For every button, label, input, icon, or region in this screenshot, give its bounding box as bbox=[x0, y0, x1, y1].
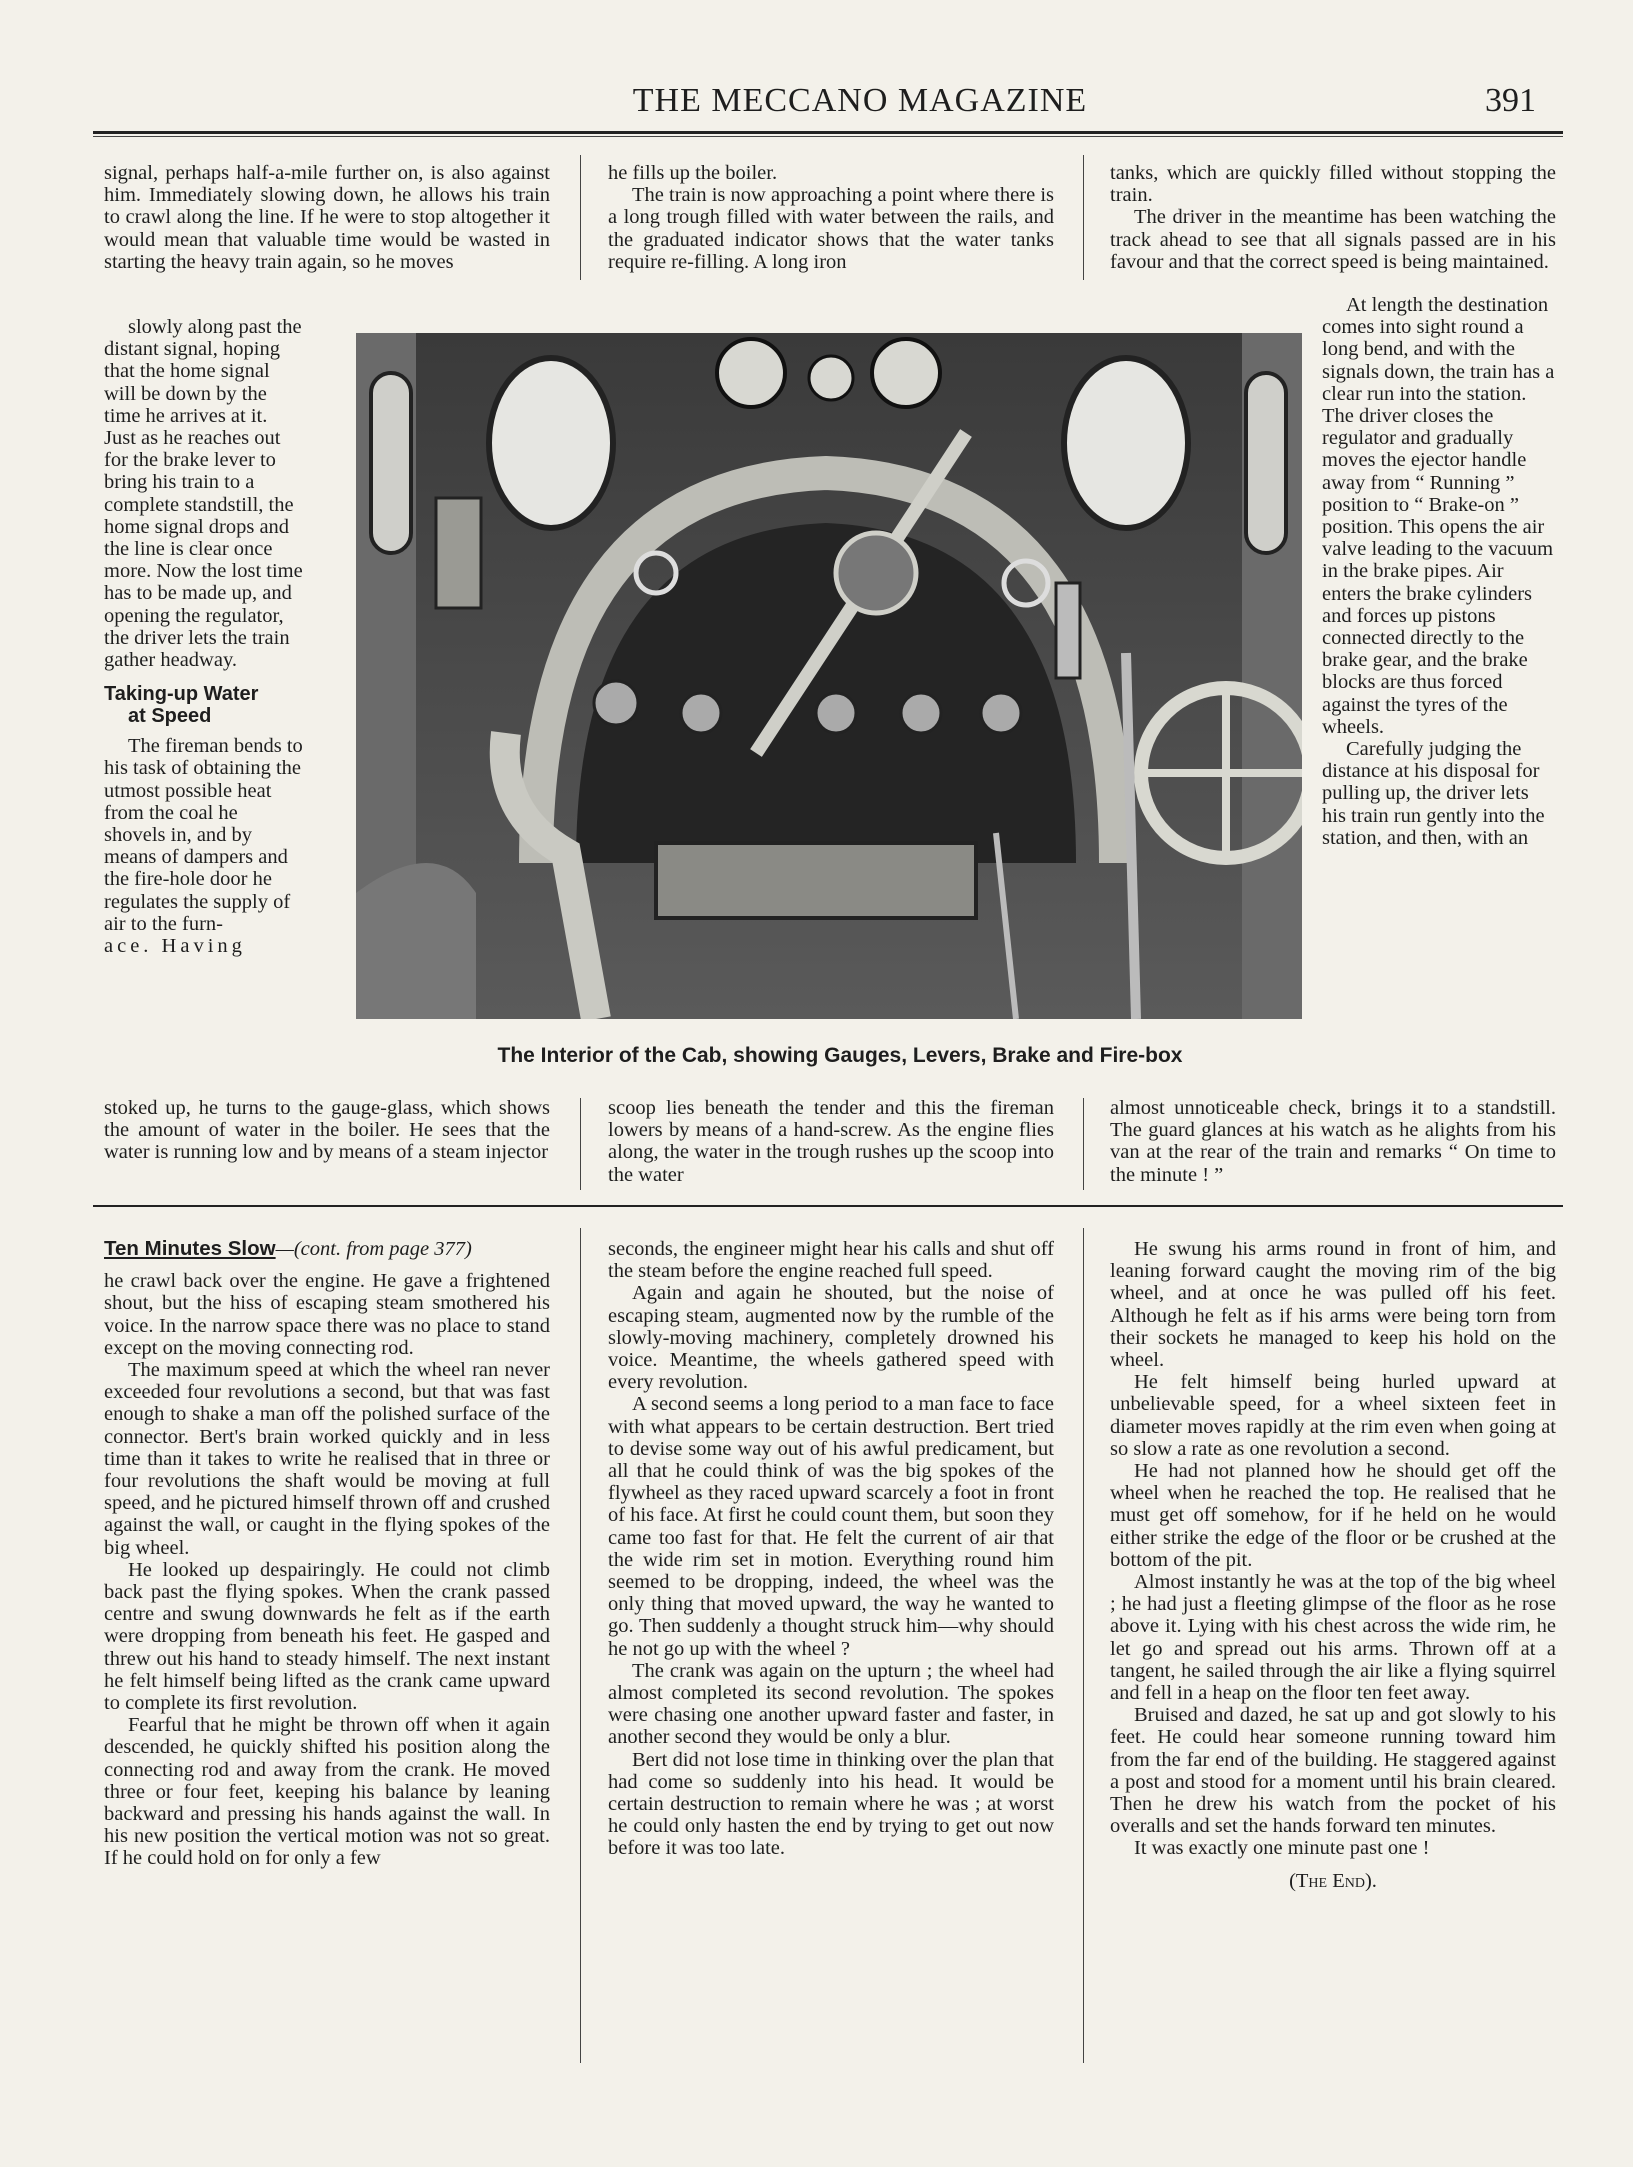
paragraph: scoop lies beneath the tender and this the fireman lowers by means of a hand-screw. As the engine flies along, the water in the trough rushes up the scoop into the water bbox=[608, 1097, 1054, 1186]
article-col3-wrap bbox=[1322, 294, 1556, 849]
photo-caption: The Interior of the Cab, showing Gauges, Levers, Brake and Fire-box bbox=[497, 1044, 1183, 1067]
article-col3-top bbox=[1110, 162, 1556, 273]
article-col3-bottom bbox=[1110, 1097, 1556, 1186]
paragraph: Carefully judging the distance at his disposal for pulling up, the driver lets his train run gently into the station, and then, with an bbox=[1322, 738, 1545, 849]
paragraph: signal, perhaps half-a-mile further on, is also against him. Immediately slowing down, he allows his train to crawl along the line. If he were to stop altogether it would mean that valuable time would be wasted in starting the heavy train again, so he moves bbox=[104, 162, 550, 273]
paragraph: Again and again he shouted, but the noise of escaping steam, augmented now by the rumble of the slowly-moving machinery, completely drowned his voice. Meantime, the wheels gathered speed with every revolution. bbox=[608, 1282, 1054, 1394]
cab-illustration bbox=[356, 333, 1302, 1019]
paragraph: At length the destination comes into sight round a long bend, and with the signals down, the train has a clear run into the station. The driver closes the regulator and gradually moves the ejector handle away from “ Running ” position to “ Brake-on ” position. This opens the air valve leading to the vacuum in the brake pipes. Air enters the brake cylinders and forces up pistons connected directly to the brake gear, and the brake blocks are thus forced against the tyres of the wheels. bbox=[1322, 294, 1555, 738]
article-col2-top bbox=[608, 162, 1054, 273]
column-divider bbox=[580, 1098, 581, 1190]
paragraph: He looked up despairingly. He could not climb back past the flying spokes. When the crank passed centre and swung downwards he felt as if the earth were dropping from beneath his feet. He gasped and threw out his hand to steady himself. The next instant he felt himself being lifted as the crank came upward to complete its first revolution. bbox=[104, 1558, 550, 1715]
article-col1-wrap bbox=[104, 316, 304, 957]
paragraph: It was exactly one minute past one ! bbox=[1134, 1837, 1430, 1860]
paragraph: he crawl back over the engine. He gave a frightened shout, but the hiss of escaping steam smothered his voice. In the narrow space there was no place to stand except on the moving connecting rod. bbox=[104, 1270, 550, 1359]
paragraph: almost unnoticeable check, brings it to a standstill. The guard glances at his watch as he alights from his van at the rear of the train and remarks “ On time to the minute ! ” bbox=[1110, 1097, 1556, 1186]
column-divider bbox=[580, 1228, 581, 2063]
subheading: Taking-up Water bbox=[104, 683, 259, 706]
paragraph: tanks, which are quickly filled without stopping the train. bbox=[1110, 162, 1556, 207]
paragraph: Bruised and dazed, he sat up and got slowly to his feet. He could hear someone running toward him from the far end of the building. He staggered against a post and stood for a moment until his brain cleared. Then he drew his watch from the pocket of his overalls and set the hands forward ten minutes. bbox=[1110, 1704, 1556, 1838]
page-number: 391 bbox=[1485, 82, 1536, 119]
story-title: Ten Minutes Slow bbox=[104, 1237, 276, 1260]
paragraph: He swung his arms round in front of him, and leaning forward caught the moving rim of the big wheel, and at once he was pulled off his feet. Although he felt as if his arms were being torn from their sockets he managed to keep his hold on the wheel. bbox=[1110, 1238, 1556, 1372]
article-col2-bottom bbox=[608, 1097, 1054, 1186]
paragraph: he fills up the boiler. bbox=[608, 162, 778, 184]
story-end-mark: (The End). bbox=[1289, 1869, 1377, 1892]
paragraph: ace. Having bbox=[104, 935, 246, 958]
article-col1-top bbox=[104, 162, 550, 273]
paragraph: Bert did not lose time in thinking over the plan that had come so suddenly into his head. It would be certain destruction to remain where he was ; at worst he could only hasten the end by trying to get out now before it was too late. bbox=[608, 1748, 1054, 1860]
column-divider bbox=[1083, 1228, 1084, 2063]
paragraph: The maximum speed at which the wheel ran never exceeded four revolutions a second, but that was fast enough to shake a man off the polished surface of the connector. Bert's brain worked quickly and in less time than it takes to write he realised that in three or four revolutions the shaft would be moving at full speed, and he pictured himself thrown off and crushed against the wall, or caught in the flying spokes of the big wheel. bbox=[104, 1359, 550, 1559]
story-col3 bbox=[1110, 1238, 1556, 1892]
paragraph: A second seems a long period to a man face to face with what appears to be certain destruction. Bert tried to devise some way out of his awful predicament, but all that he could think of was the big spokes of the flywheel as they raced upward scarcely a foot in front of his face. At first he could count them, but soon they came too fast for that. He felt the current of air that the wide rim set in motion. Everything round him seemed to be dropping, indeed, the wheel was the only thing that moved upward, the way he wanted to go. Then suddenly a thought struck him—why should he not go up with the wheel ? bbox=[608, 1393, 1054, 1660]
column-divider bbox=[1083, 155, 1084, 280]
cab-interior-photo bbox=[356, 333, 1302, 1019]
page-title: THE MECCANO MAGAZINE bbox=[632, 82, 1088, 119]
paragraph: stoked up, he turns to the gauge-glass, which shows the amount of water in the boiler. He sees that the water is running low and by means of a steam injector bbox=[104, 1097, 550, 1164]
header-rule-thin bbox=[93, 136, 1563, 137]
paragraph: He felt himself being hurled upward at unbelievable speed, for a wheel sixteen feet in diameter moves rapidly at the rim even when going at so slow a rate as one revolution a second. bbox=[1110, 1371, 1556, 1460]
paragraph: seconds, the engineer might hear his calls and shut off the steam before the engine reached full speed. bbox=[608, 1238, 1054, 1283]
story-col2 bbox=[608, 1238, 1054, 1860]
article-col1-bottom bbox=[104, 1097, 550, 1164]
paragraph: Fearful that he might be thrown off when it again descended, he quickly shifted his position along the connecting rod and away from the crank. He moved three or four feet, keeping his balance by leaning backward and pressing his hands against the wall. In his new position the vertical motion was not so great. If he could hold on for only a few bbox=[104, 1714, 550, 1870]
paragraph: The fireman bends to his task of obtaining the utmost possible heat from the coal he shovels in, and by means of dampers and the fire-hole door he regulates the supply of air to the furn- bbox=[104, 735, 303, 935]
paragraph: Almost instantly he was at the top of the big wheel ; he had just a fleeting glimpse of the floor as he rose above it. Lying with his chest across the wide rim, he let go and spread out his arms. Thrown off at a tangent, he sailed through the air like a flying squirrel and fell in a heap on the floor ten feet away. bbox=[1110, 1571, 1556, 1705]
column-divider bbox=[580, 155, 581, 280]
paragraph: He had not planned how he should get off the wheel when he reached the top. He realised that he must get off somehow, for if he held on he would either strike the edge of the floor or be crushed at the bottom of the pit. bbox=[1110, 1460, 1556, 1571]
header-rule bbox=[93, 131, 1563, 134]
continuation-note: —(cont. from page 377) bbox=[275, 1238, 472, 1260]
paragraph: The crank was again on the upturn ; the wheel had almost completed its second revolution. The spokes were chasing one another upward faster and faster, in another second they would be only a blur. bbox=[608, 1659, 1054, 1749]
column-divider bbox=[1083, 1098, 1084, 1190]
story-col1 bbox=[104, 1238, 550, 1870]
paragraph: slowly along past the distant signal, hoping that the home signal will be down by the time he arrives at it. Just as he reaches out for the brake lever to bring his train to a complete standstill, the home signal drops and the line is clear once more. Now the lost time has to be made up, and opening the regulator, the driver lets the train gather headway. bbox=[104, 316, 303, 672]
section-divider bbox=[93, 1205, 1563, 1207]
paragraph: The driver in the meantime has been watching the track ahead to see that all signals passed are in his favour and that the correct speed is being maintained. bbox=[1110, 206, 1556, 273]
subheading: at Speed bbox=[128, 705, 212, 728]
paragraph: The train is now approaching a point where there is a long trough filled with water between the rails, and the graduated indicator shows that the water tanks require re-filling. A long iron bbox=[608, 184, 1054, 273]
